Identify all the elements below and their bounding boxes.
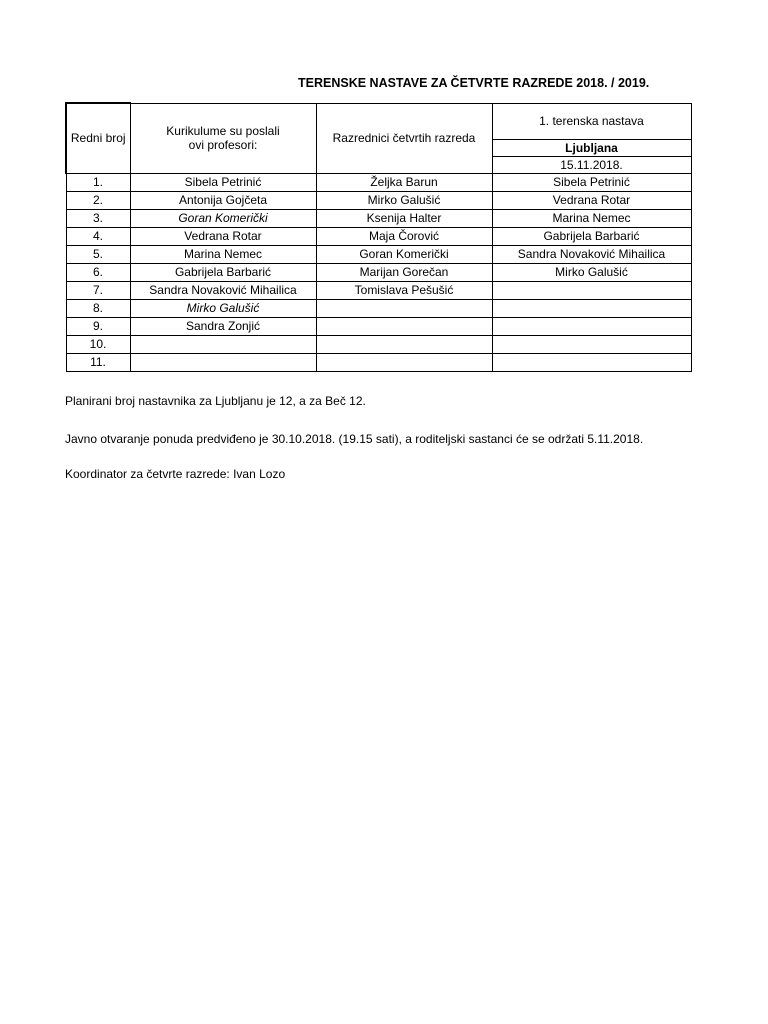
table-row: [66, 245, 691, 263]
table-row: [66, 299, 691, 317]
cell-num: 9.: [66, 317, 130, 335]
table-row: [66, 227, 691, 245]
header-redni-broj: Redni broj: [66, 103, 130, 173]
cell-razrednik: Mirko Galušić: [316, 191, 492, 209]
header-date: 15.11.2018.: [492, 156, 691, 173]
header-razrednici: Razrednici četvrtih razreda: [316, 103, 492, 173]
table-row: [66, 335, 691, 353]
cell-profesor: [130, 353, 316, 371]
header-destination: Ljubljana: [492, 139, 691, 156]
cell-ljubljana: Marina Nemec: [492, 209, 691, 227]
cell-razrednik: Željka Barun: [316, 173, 492, 191]
cell-ljubljana: [492, 335, 691, 353]
cell-ljubljana: Sibela Petrinić: [492, 173, 691, 191]
table-row: [66, 191, 691, 209]
header-terenska-nastava: 1. terenska nastava: [492, 103, 691, 139]
cell-profesor: [130, 335, 316, 353]
cell-profesor: Sandra Novaković Mihailica: [130, 281, 316, 299]
header-kurikulume: [130, 103, 316, 173]
cell-profesor: Mirko Galušić: [130, 299, 316, 317]
cell-razrednik: [316, 299, 492, 317]
cell-ljubljana: [492, 353, 691, 371]
cell-profesor: Vedrana Rotar: [130, 227, 316, 245]
cell-profesor: Gabrijela Barbarić: [130, 263, 316, 281]
cell-num: 7.: [66, 281, 130, 299]
cell-razrednik: Maja Čorović: [316, 227, 492, 245]
cell-num: 4.: [66, 227, 130, 245]
cell-ljubljana: [492, 299, 691, 317]
cell-num: 1.: [66, 173, 130, 191]
cell-num: 2.: [66, 191, 130, 209]
cell-ljubljana: Mirko Galušić: [492, 263, 691, 281]
cell-profesor: Sibela Petrinić: [130, 173, 316, 191]
table-row: [66, 317, 691, 335]
cell-profesor: Sandra Zonjić: [130, 317, 316, 335]
cell-razrednik: [316, 317, 492, 335]
cell-razrednik: Goran Komerički: [316, 245, 492, 263]
cell-razrednik: [316, 335, 492, 353]
table-row: [66, 281, 691, 299]
cell-razrednik: Marijan Gorečan: [316, 263, 492, 281]
cell-razrednik: Tomislava Pešušić: [316, 281, 492, 299]
cell-num: 5.: [66, 245, 130, 263]
table-row: [66, 173, 691, 191]
cell-profesor: Goran Komerički: [130, 209, 316, 227]
cell-num: 10.: [66, 335, 130, 353]
cell-num: 11.: [66, 353, 130, 371]
cell-razrednik: [316, 353, 492, 371]
document-title: TERENSKE NASTAVE ZA ČETVRTE RAZREDE 2018. / 2019.: [298, 76, 650, 90]
cell-num: 3.: [66, 209, 130, 227]
cell-profesor: Marina Nemec: [130, 245, 316, 263]
cell-razrednik: Ksenija Halter: [316, 209, 492, 227]
table-row: [66, 263, 691, 281]
cell-ljubljana: Sandra Novaković Mihailica: [492, 245, 691, 263]
note-koordinator: Koordinator za četvrte razrede: Ivan Lozo: [65, 467, 286, 481]
cell-ljubljana: Vedrana Rotar: [492, 191, 691, 209]
cell-num: 6.: [66, 263, 130, 281]
cell-num: 8.: [66, 299, 130, 317]
cell-profesor: Antonija Gojčeta: [130, 191, 316, 209]
cell-ljubljana: [492, 281, 691, 299]
table-row: [66, 353, 691, 371]
note-javno-otvaranje: Javno otvaranje ponuda predviđeno je 30.10.2018. (19.15 sati), a roditeljski sastanci će se održati 5.11.2018.: [65, 432, 644, 446]
terenska-nastava-table: [65, 102, 692, 372]
header-kurikulume-label: Kurikulume su poslali ovi profesori:: [166, 124, 280, 152]
table-row: [66, 209, 691, 227]
cell-ljubljana: Gabrijela Barbarić: [492, 227, 691, 245]
note-planirani-broj: Planirani broj nastavnika za Ljubljanu je 12, a za Beč 12.: [65, 394, 366, 408]
cell-ljubljana: [492, 317, 691, 335]
